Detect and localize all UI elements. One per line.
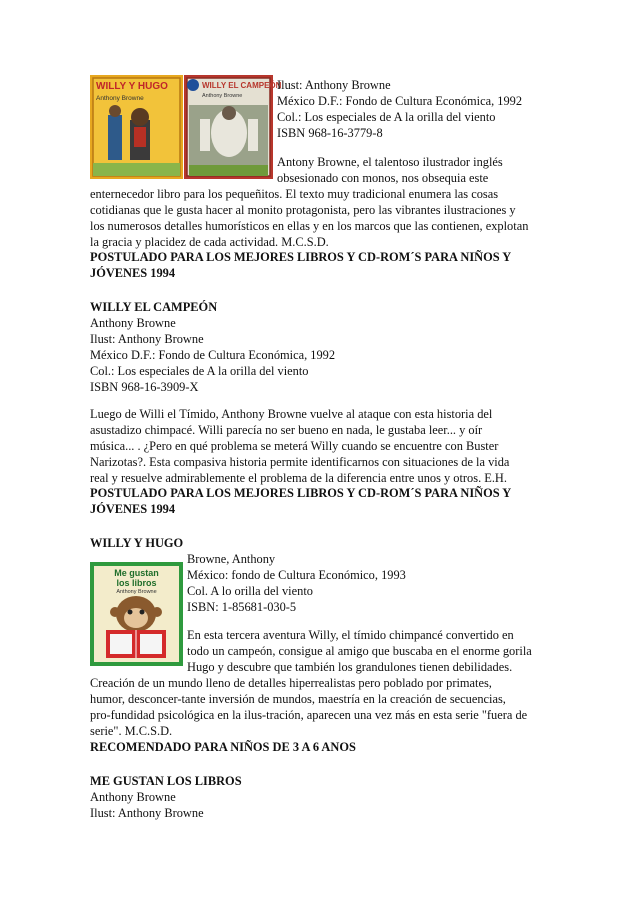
cover-title: los libros: [116, 578, 157, 588]
book-description-line: cotidianas que le gusta hacer al monito protagonista, pero las vibrantes ilustraciones y: [90, 203, 516, 217]
book-description-line: asustadizo chimpacé. Willi parecía no ser bueno en nada, le gustaba leer... y oír: [90, 423, 483, 437]
book-publisher: México: fondo de Cultura Económico, 1993: [187, 568, 406, 582]
cover-title: WILLY Y HUGO: [96, 81, 168, 92]
book-title: WILLY Y HUGO: [90, 536, 184, 550]
book-title: ME GUSTAN LOS LIBROS: [90, 774, 242, 788]
book-description-line: Narizotas?. Esta compasiva historia permite identificarnos con situaciones de la vida: [90, 455, 510, 469]
book-isbn: ISBN 968-16-3909-X: [90, 380, 199, 394]
cover-author: Anthony Browne: [116, 589, 157, 595]
book-publisher: México D.F.: Fondo de Cultura Económica, 1992: [277, 94, 523, 108]
book-author: Anthony Browne: [90, 316, 176, 330]
cover-author: Anthony Browne: [96, 95, 144, 102]
book-description-line: enternecedor libro para los pequeñitos. El texto muy tradicional enumera las cosas: [90, 187, 499, 201]
book-illustrator: Ilust: Anthony Browne: [90, 332, 204, 346]
book-description-line: Creación de un mundo lleno de detalles hiperrealistas pero poblado por primates,: [90, 676, 492, 690]
book-description-line: todo un campeón, consigue al amigo que buscaba en el enorme gorila: [187, 644, 532, 658]
book-description-line: humor, desconcer-tante inversión de mundos, maestría en la creación de secuencias,: [90, 692, 506, 706]
book-publisher: México D.F.: Fondo de Cultura Económica, 1992: [90, 348, 336, 362]
book-collection: Col.: Los especiales de A la orilla del viento: [277, 110, 496, 124]
book-illustrator: Ilust: Anthony Browne: [277, 78, 391, 92]
award-line: JÓVENES 1994: [90, 266, 176, 280]
cover-author: Anthony Browne: [202, 93, 243, 99]
book-collection: Col. A lo orilla del viento: [187, 584, 313, 598]
book-description-line: Hugo y descubre que también los grandulones tienen debilidades.: [187, 660, 513, 674]
award-line: RECOMENDADO PARA NIÑOS DE 3 A 6 ANOS: [90, 740, 356, 754]
book-description-line: En esta tercera aventura Willy, el tímido chimpancé convertido en: [187, 628, 514, 642]
award-line: POSTULADO PARA LOS MEJORES LIBROS Y CD-ROM´S PARA NIÑOS Y: [90, 486, 512, 500]
book-description-line: música... . ¿Pero en qué problema se meterá Willy cuando se encuentre con Buster: [90, 439, 499, 453]
book-cover-me-gustan-los-libros: [90, 562, 183, 666]
book-author: Browne, Anthony: [187, 552, 276, 566]
book-description-line: obsesionado con monos, nos obsequia este: [277, 171, 489, 185]
book-title: WILLY EL CAMPEÓN: [90, 300, 218, 314]
book-cover-willy-y-hugo: [90, 75, 183, 179]
book-description-line: serie". M.C.S.D.: [90, 724, 173, 738]
book-author: Anthony Browne: [90, 790, 176, 804]
book-description-line: la gracia y placidez de cada actividad. M.C.S.D.: [90, 235, 329, 249]
cover-title: Me gustan: [114, 568, 159, 578]
cover-title: WILLY EL CAMPEÓN: [202, 81, 282, 90]
book-description-line: Luego de Willi el Tímido, Anthony Browne vuelve al ataque con esta historia del: [90, 407, 493, 421]
book-description-line: los numerosos detalles humorísticos en ellas y en los marcos que las contienen, explotan: [90, 219, 529, 233]
book-description-line: real y resuelve admirablemente el problema de la diferencia entre unos y otros. E.H.: [90, 471, 507, 485]
award-line: POSTULADO PARA LOS MEJORES LIBROS Y CD-ROM´S PARA NIÑOS Y: [90, 250, 512, 264]
book-collection: Col.: Los especiales de A la orilla del viento: [90, 364, 309, 378]
book-description-line: pro-fundidad psicológica en la ilus-tración, aparecen una vez más en esta serie "fuera de: [90, 708, 528, 722]
book-isbn: ISBN 968-16-3779-8: [277, 126, 383, 140]
book-isbn: ISBN: 1-85681-030-5: [187, 600, 297, 614]
book-cover-willy-el-campeon: [184, 75, 282, 179]
award-line: JÓVENES 1994: [90, 502, 176, 516]
book-illustrator: Ilust: Anthony Browne: [90, 806, 204, 820]
book-description-line: Antony Browne, el talentoso ilustrador inglés: [277, 155, 503, 169]
